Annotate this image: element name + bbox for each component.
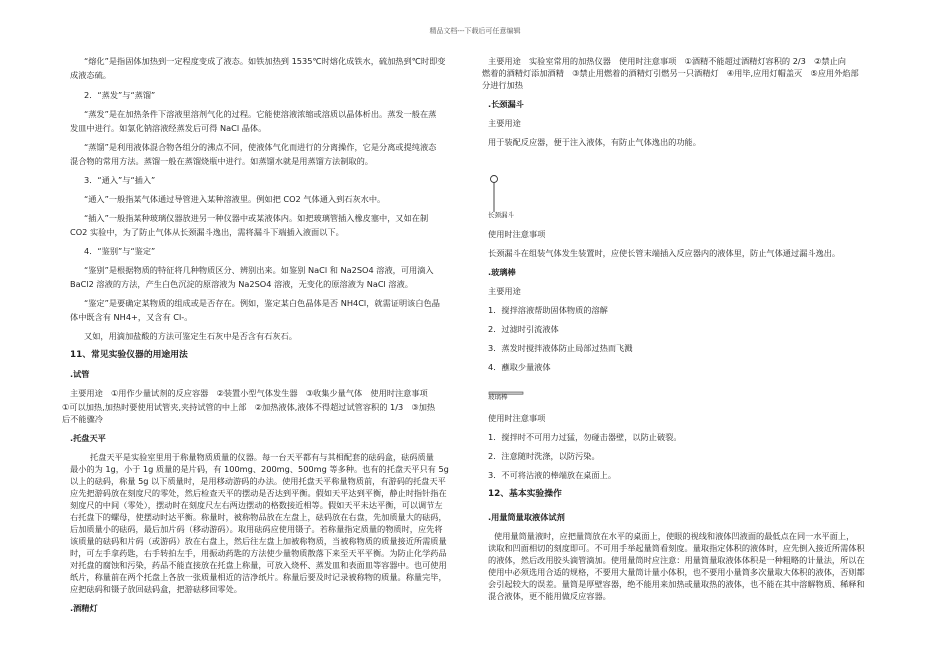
text-line: 使用时注意事项 [488,229,546,239]
text-line: 最小的为 1g，小于 1g 质量的是片码，有 100mg、200mg、500mg 等多种。也有的托盘天平只有 5g [70,464,449,474]
section-heading: .酒精灯 [70,603,98,613]
text-line: 应把砝码和镊子放回砝码盒，把游砝移回零处。 [70,584,242,594]
section-heading: 12、基本实验操作 [488,489,562,499]
text-line: 1．搅拌溶液帮助固体物质的溶解 [488,305,608,315]
text-line: 主要用途 ①用作少量试剂的反应容器 ②装置小型气体发生器 ③收集少量气体 使用时注意事项 [70,388,428,398]
text-line: 应先把游码放在刻度尺的零处，然后检查天平的摆动是否达到平衡。假如天平达到平衡，静止时指针指在 [70,488,447,498]
text-line: 的液体，然后改用胶头滴管滴加。使用量筒时应注意：用量筒量取液体体积是一种粗略的计量法，所以在 [488,555,865,565]
text-line: 2．“蒸发”与“蒸馏” [84,90,156,100]
glass-rod-caption: 玻璃棒 [488,393,508,401]
text-line: 体中既含有 NH4+，又含有 Cl-。 [70,312,193,322]
section-heading: .用量筒量取液体试剂 [488,512,565,522]
text-line: 3．蒸发时搅拌液体防止局部过热而飞溅 [488,343,633,353]
page-header: 精品文档---下载后可任意编辑 [429,27,521,35]
glass-rod-figure [488,383,528,403]
text-line: 3．不可将沾液的棒端放在桌面上。 [488,470,617,480]
text-line: 又如，用滴加盐酸的方法可鉴定生石灰中是否含有石灰石。 [84,331,297,341]
text-line: “熔化”是指固体加热到一定程度变成了液态。如铁加热到 1535℃时熔化成铁水，硫加热到℃时即变 [84,56,446,66]
text-line: 读取和凹面相切的刻度即可。不可用手举起量筒看刻度。量取指定体积的液体时，应先倒入接近所需体积 [488,543,865,553]
text-line: 该质量的砝码和片码（或游码）放在右盘上，然后往左盘上加被称物质，当被称物质的质量接近所需质量 [70,536,447,546]
text-line: 用于装配反应器，便于注入液体，有防止气体逸出的功能。 [488,137,701,147]
text-line: 主要用途 [488,286,521,296]
text-line: 2．注意随时洗涤，以防污染。 [488,451,600,461]
text-line: ①可以加热,加热时要使用试管夹,夹持试管的中上部 ②加热液体,液体不得超过试管容积的 1/3 ③加热 [62,402,436,412]
text-line: 后不能骤冷 [62,414,103,424]
text-line: 混合物的常用方法。蒸馏一般在蒸馏烧瓶中进行。如蒸馏水就是用蒸馏方法制取的。 [70,156,373,166]
text-line: 发皿中进行。如氯化钠溶液经蒸发后可得 NaCl 晶体。 [70,123,267,133]
section-heading: .玻璃棒 [488,267,516,277]
long-neck-funnel-figure [488,174,528,224]
text-line: 后加质量小的砝码，最后加片码（移动游码）。取用砝码应使用镊子。若称量指定质量的物质时，应先将 [70,524,443,534]
text-line: 3．“通入”与“插入” [84,175,156,185]
text-line: 2．过滤时引流液体 [488,324,559,334]
text-line: BaCl2 溶液的方法，产生白色沉淀的原溶液为 Na2SO4 溶液，无变化的原溶液为 NaCl 溶液。 [70,279,413,289]
text-line: 分进行加热 [482,80,523,90]
text-line: 长颈漏斗在组装气体发生装置时，应使长管末端插入反应器内的液体里，防止气体通过漏斗逸出。 [488,248,841,258]
text-line: 1．搅拌时不可用力过猛，勿碰击器壁，以防止破裂。 [488,432,682,442]
funnel-caption: 长颈漏斗 [488,211,514,219]
text-line: 4．蘸取少量液体 [488,362,551,372]
section-heading: .托盘天平 [70,433,106,443]
text-line: 纸片，称量前在两个托盘上各放一张质量相近的洁净纸片。称量后要及时记录被称物的质量。称量完毕， [70,572,447,582]
text-line: 主要用途 实验室常用的加热仪器 使用时注意事项 ①酒精不能超过酒精灯容积的 2/3 ②禁止向 [488,56,846,66]
text-line: 时，可左手拿药匙，右手转拍左手，用振动药匙的方法使少量物质散落下来至天平平衡。为防止化学药品 [70,548,447,558]
text-line: 使用中必须选用合适的规格，不要用大量筒计量小体积，也不要用小量筒多次量取大体积的液体，否则都 [488,567,865,577]
section-heading: .长颈漏斗 [488,99,524,109]
section-heading: 11、常见实验仪器的用途用法 [70,350,188,360]
text-line: 右托盘下的螺母，使摆动时达平衡。称量时，被称物品放在左盘上，砝码放在右盘，先加质量大的砝码， [70,512,447,522]
funnel-icon [488,174,528,214]
text-line: “鉴定”是要确定某物质的组成或是否存在。例如，鉴定某白色晶体是否 NH4Cl，就需证明该白色晶 [84,298,440,308]
text-line: 使用时注意事项 [488,413,546,423]
text-line: “鉴别”是根据物质的特征将几种物质区分、辨别出来。如鉴别 NaCl 和 Na2SO4 溶液，可用滴入 [84,265,434,275]
text-line: CO2 实验中，为了防止气体从长颈漏斗逸出，需将漏斗下端插入液面以下。 [70,227,344,237]
text-line: “通入”一般指某气体通过导管进入某种溶液里。例如把 CO2 气体通入到石灰水中。 [84,194,386,204]
text-line: 混合液体，更不能用做反应容器。 [488,591,611,601]
text-line: “蒸发”是在加热条件下溶液里溶剂气化的过程。它能使溶液浓缩或溶质以晶体析出。蒸发一般在蒸 [84,109,437,119]
text-line: “蒸馏”是利用液体混合物各组分的沸点不同，使液体气化而进行的分离操作，它是分离或提纯液态 [84,142,437,152]
text-line: 使用量筒量液时，应把量筒放在水平的桌面上，使眼的视线和液体凹液面的最低点在同一水平面上， [494,531,855,541]
text-line: 刻度尺的中间（零处），摆动时在刻度尺左右两边摆动的格数接近相等。假如天平未达平衡，可以调节左 [70,500,443,510]
text-line: 燃着的酒精灯添加酒精 ③禁止用燃着的酒精灯引燃另一只酒精灯 ④用毕,应用灯帽盖灭 ⑤应用外焰部 [482,68,859,78]
text-line: 以上的砝码，称量 5g 以下质量时，是用移动游码的办法。使用托盘天平称量物质前，有游码的托盘天平 [70,476,446,486]
text-line: 成液态硫。 [70,70,111,80]
text-line: 托盘天平是实验室里用于称量物质质量的仪器。每一台天平都有与其相配套的砝码盒，砝码质量 [90,452,434,462]
text-line: 主要用途 [488,118,521,128]
text-line: 会引起较大的误差。量筒是厚壁容器，绝不能用来加热或量取热的液体，也不能在其中溶解物质、稀释和 [488,579,865,589]
text-line: 对托盘的腐蚀和污染，药品不能直接放在托盘上称量，可放入烧杯、蒸发皿和表面皿等容器中。也可使用 [70,560,447,570]
text-line: “插入”一般指某种玻璃仪器放进另一种仪器中或某液体内。如把玻璃管插入橡皮塞中，又如在制 [84,213,429,223]
section-heading: .试管 [70,369,90,379]
text-line: 4．“鉴别”与“鉴定” [84,246,156,256]
